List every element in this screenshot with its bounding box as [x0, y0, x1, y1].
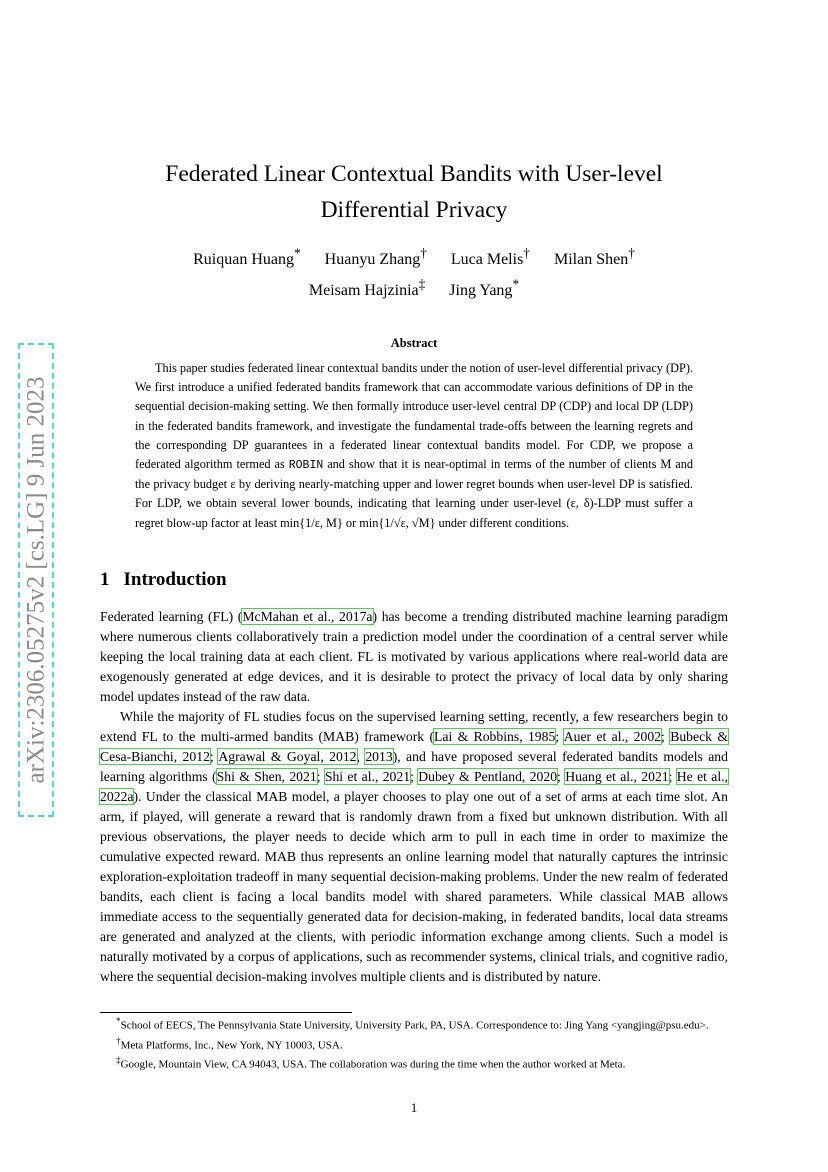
citation-link[interactable]: 2013: [365, 749, 393, 764]
citation-link[interactable]: Shi & Shen, 2021: [216, 769, 317, 784]
arxiv-identifier-stamp[interactable]: [18, 343, 54, 817]
arxiv-identifier-text: arXiv:2306.05275v2 [cs.LG] 9 Jun 2023: [22, 376, 49, 784]
abstract-heading: Abstract: [390, 336, 438, 350]
citation-link[interactable]: Lai & Robbins, 1985: [434, 729, 556, 744]
footnote: *School of EECS, The Pennsylvania State University, University Park, PA, USA. Correspondence to: Jing Yang <yangjing@psu.edu>.: [116, 1016, 709, 1032]
footnote-divider: [100, 1012, 352, 1013]
abstract-text: This paper studies federated linear contextual bandits under the notion of user-level differential privacy (DP). We first introduce a unified federated bandits framework that can accommodate various definitions of DP in the sequential decision-making setting. We then formally introduce user-level central DP (CDP) and local DP (LDP) in the federated bandits framework, and investigate the fundamental trade-offs between the learning regrets and the corresponding DP guarantees in a federated linear contextual bandits model. For CDP, we propose a federated algorithm termed as ROBIN and show that it is near-optimal in terms of the number of clients M and the privacy budget ε by deriving nearly-matching upper and lower regret bounds when user-level DP is satisfied. For LDP, we obtain several lower bounds, indicating that learning under user-level (ε, δ)-LDP must suffer a regret blow-up factor at least min{1/ε, M} or min{1/√ε, √M} under different conditions.: [135, 361, 694, 530]
citation-link[interactable]: Shi et al., 2021: [324, 769, 411, 784]
title-line-2: Differential Privacy: [320, 197, 508, 223]
page-number: 1: [410, 1100, 418, 1115]
footnotes: [100, 1014, 728, 1073]
intro-paragraph-2: While the majority of FL studies focus on the supervised learning setting, recently, a few researchers begin to extend FL to the multi-armed bandits (MAB) framework (Lai & Robbins, 1985; Auer et al., 2002; Bubeck & Cesa-Bianchi, 2012; Agrawal & Goyal, 2012, 2013), and have proposed several federated bandits models and learning algorithms (Shi & Shen, 2021; Shi et al., 2021; Dubey & Pentland, 2020; Huang et al., 2021; He et al., 2022a). Under the classical MAB model, a player chooses to play one out of a set of arms at each time slot. An arm, if played, will generate a reward that is randomly drawn from a fixed but unknown distribution. With all previous observations, the player needs to decide which arm to pull in each time in order to maximize the cumulative expected reward. MAB thus represents an online learning model that naturally captures the intrinsic exploration-exploitation tradeoff in many sequential decision-making problems. Under the new realm of federated bandits, each client is facing a local bandits model with shared parameters. While classical MAB allows immediate access to the sequentially generated data for decision-making, in federated bandits, local data streams are generated and analyzed at the clients, with periodic information exchange among clients. Such a model is naturally motivated by a corpus of applications, such as recommender systems, clinical trials, and cognitive radio, where the sequential decision-making involves multiple clients and is distributed by nature.: [100, 709, 729, 984]
author: Ruiquan Huang*: [193, 246, 301, 269]
citation-link[interactable]: McMahan et al., 2017a: [242, 609, 373, 624]
title-line-1: Federated Linear Contextual Bandits with User-level: [165, 161, 663, 187]
author: Jing Yang*: [449, 276, 520, 299]
citation-link[interactable]: Bubeck & Cesa-Bianchi, 2012: [100, 729, 728, 764]
section-number: 1: [100, 569, 110, 590]
footnote: †Meta Platforms, Inc., New York, NY 10003, USA.: [116, 1035, 343, 1052]
author: Milan Shen†: [553, 246, 635, 269]
paper-title: [100, 156, 728, 228]
author-list: [100, 242, 728, 303]
author: Huanyu Zhang†: [324, 246, 427, 269]
citation-link[interactable]: Huang et al., 2021: [565, 769, 669, 784]
author: Meisam Hajzinia‡: [308, 276, 426, 299]
algorithm-name: ROBIN: [288, 459, 324, 473]
citation-link[interactable]: He et al., 2022a: [100, 769, 729, 804]
author: Luca Melis†: [450, 246, 530, 269]
citation-link[interactable]: Agrawal & Goyal, 2012: [218, 749, 357, 764]
section-title: Introduction: [123, 569, 227, 590]
intro-paragraph-1: Federated learning (FL) (McMahan et al., 2017a) has become a trending distributed machine learning paradigm where numerous clients collaboratively train a prediction model under the coordination of a central server while keeping the local training data at each client. FL is motivated by various applications where real-world data are exogenously generated at edge devices, and it is desirable to protect the privacy of local data by only sharing model updates instead of the raw data.: [100, 609, 728, 704]
section-heading: [100, 569, 227, 591]
citation-link[interactable]: Auer et al., 2002: [563, 729, 662, 744]
citation-link[interactable]: Dubey & Pentland, 2020: [418, 769, 558, 784]
footnote: ‡Google, Mountain View, CA 94043, USA. The collaboration was during the time when the author worked at Meta.: [116, 1055, 626, 1071]
